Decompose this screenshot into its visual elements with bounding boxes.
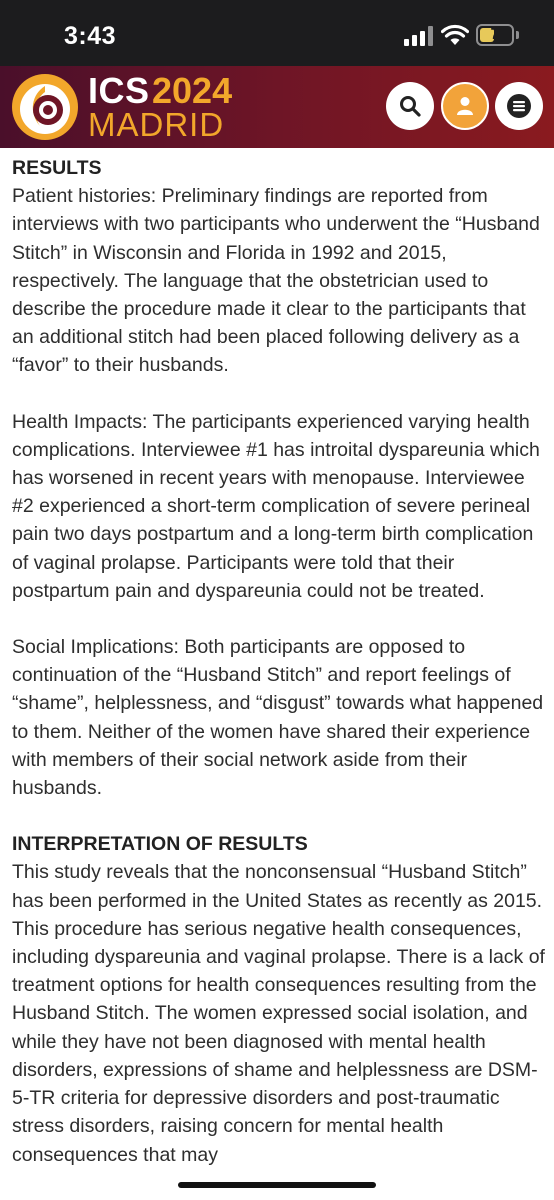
article-content: [12, 154, 548, 1169]
interpretation-paragraph: This study reveals that the nonconsensual “Husband Stitch” has been performed in the United States as recently as 2015. This procedure has serious negative health consequences, including dyspareunia and vaginal prolapse. There is a lack of treatment options for health consequences resulting from the Husband Stitch. The women expressed social isolation, and while they have not been diagnosed with mental health disorders, expressions of shame and helplessness are DSM-5-TR criteria for depressive disorders and post-traumatic stress disorders, raising concern for mental health consequences that may: [12, 861, 545, 1166]
logo-year-text: 2024: [152, 70, 233, 111]
patient-histories-paragraph: Patient histories: Preliminary findings are reported from interviews with two participants who underwent the “Husband Stitch” in Wisconsin and Florida in 1992 and 2015, respectively. The language that the obstetrician used to describe the procedure made it clear to the participants that an additional stitch had been placed following delivery as a “favor” to their husbands.: [12, 185, 540, 377]
social-implications-paragraph: Social Implications: Both participants are opposed to continuation of the “Husband Stitch” and report feelings of “shame”, helplessness, and “disgust” towards what happened to them. Neither of the women have shared their experience with members of their social network aside from their husbands.: [12, 636, 544, 800]
logo-ics-text: ICS: [88, 70, 150, 111]
site-header: [0, 66, 554, 148]
user-icon: [456, 96, 474, 116]
search-button[interactable]: [386, 82, 434, 130]
status-bar: [0, 0, 554, 66]
battery-level: 7: [490, 26, 500, 43]
ics-logo-icon[interactable]: [10, 72, 80, 142]
wifi-icon: [441, 24, 469, 46]
interpretation-heading: INTERPRETATION OF RESULTS: [12, 833, 308, 856]
battery-icon: [476, 24, 514, 46]
paragraph-spacer: [12, 380, 548, 408]
paragraph-spacer: [12, 802, 548, 830]
menu-button[interactable]: [495, 82, 543, 130]
health-impacts-paragraph: Health Impacts: The participants experienced varying health complications. Interviewee #1 has introital dyspareunia which has worsened in recent years with menopause. Interviewee #2 experienced a short-term complication of severe perineal pain two days postpartum and a long-term birth complication of vaginal prolapse. Participants were told that their postpartum pain and dyspareunia could not be treated.: [12, 410, 540, 602]
home-indicator[interactable]: [178, 1182, 376, 1188]
user-account-button[interactable]: [441, 82, 489, 130]
status-time: 3:43: [64, 22, 117, 50]
menu-icon: [506, 93, 532, 119]
search-icon: [399, 95, 421, 117]
paragraph-spacer: [12, 605, 548, 633]
cellular-signal-icon: [404, 26, 434, 46]
logo-city-text: MADRID: [88, 106, 225, 143]
results-heading: RESULTS: [12, 157, 102, 179]
battery-tip: [516, 31, 519, 39]
